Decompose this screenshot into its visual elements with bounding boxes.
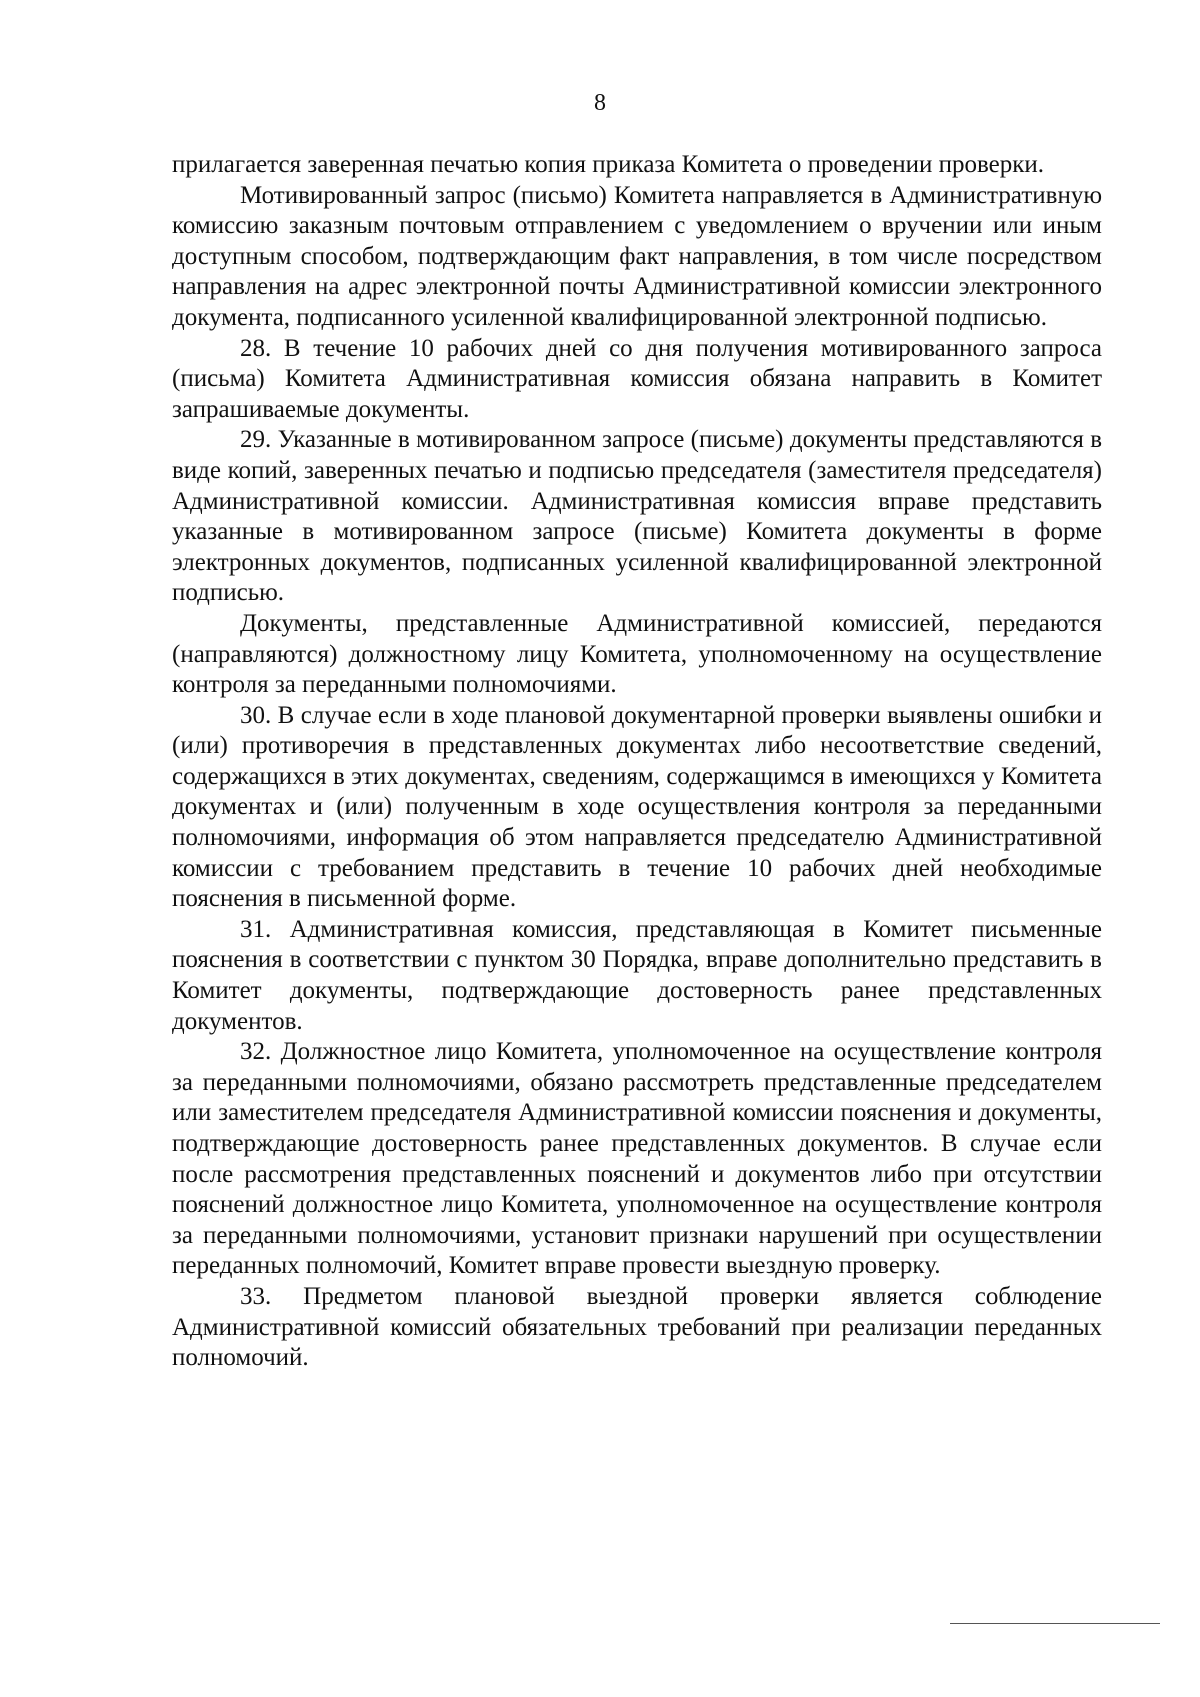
paragraph-item-33: 33. Предметом плановой выездной проверки является соблюдение Административной комиссий обязательных требований при реализации переданных полномочий.: [172, 1282, 1102, 1372]
paragraph-item-29: 29. Указанные в мотивированном запросе (письме) документы представляются в виде копий, заверенных печатью и подписью председателя (заместителя председателя) Административной комиссии. Административная комиссия вправе представить указанные в мотивированном запросе (письме) Комитета документы в форме электронных документов, подписанных усиленной квалифицированной электронной подписью.: [172, 426, 1102, 607]
paragraph-item-31: 31. Административная комиссия, представляющая в Комитет письменные пояснения в соответствии с пунктом 30 Порядка, вправе дополнительно представить в Комитет документы, подтверждающие достоверность ранее представленных документов.: [172, 915, 1102, 1035]
document-body: [172, 150, 1102, 1374]
page-number: 8: [594, 90, 606, 116]
paragraph-documents-transfer: Документы, представленные Административной комиссией, передаются (направляются) должностному лицу Комитета, уполномоченному на осуществление контроля за переданными полномочиями.: [172, 609, 1102, 699]
paragraph-item-28: 28. В течение 10 рабочих дней со дня получения мотивированного запроса (письма) Комитета Административная комиссия обязана направить в Комитет запрашиваемые документы.: [172, 334, 1102, 423]
footer-divider: [950, 1623, 1160, 1624]
paragraph-continuation: прилагается заверенная печатью копия приказа Комитета о проведении проверки.: [172, 151, 1045, 178]
paragraph-item-30: 30. В случае если в ходе плановой документарной проверки выявлены ошибки и (или) противоречия в представленных документах либо несоответствие сведений, содержащихся в этих документах, сведениям, содержащимся в имеющихся у Комитета документах и (или) полученным в ходе осуществления контроля за переданными полномочиями, информация об этом направляется председателю Административной комиссии с требованием представить в течение 10 рабочих дней необходимые пояснения в письменной форме.: [172, 701, 1102, 913]
paragraph-item-32: 32. Должностное лицо Комитета, уполномоченное на осуществление контроля за переданными полномочиями, обязано рассмотреть представленные председателем или заместителем председателя Административной комиссии пояснения и документы, подтверждающие достоверность ранее представленных документов. В случае если после рассмотрения представленных пояснений и документов либо при отсутствии пояснений должностное лицо Комитета, уполномоченное на осуществление контроля за переданными полномочиями, установит признаки нарушений при осуществлении переданных полномочий, Комитет вправе провести выездную проверку.: [172, 1038, 1102, 1280]
paragraph-motivated-request: Мотивированный запрос (письмо) Комитета направляется в Административную комиссию заказным почтовым отправлением с уведомлением о вручении или иным доступным способом, подтверждающим факт направления, в том числе посредством направления на адрес электронной почты Административной комиссии электронного документа, подписанного усиленной квалифицированной электронной подписью.: [172, 181, 1102, 331]
